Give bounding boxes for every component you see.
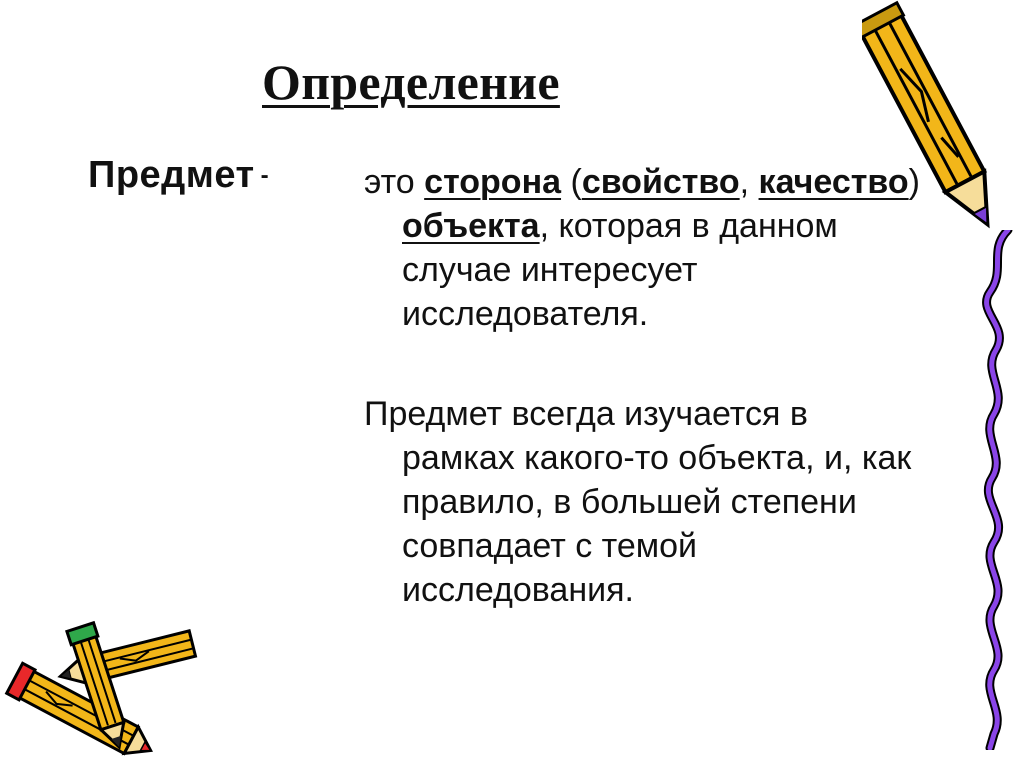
definition-part: , которая в данном случае интересует исследователя. (402, 207, 838, 333)
definition-part: ( (561, 163, 582, 201)
keyword-obekta: объекта (402, 207, 540, 245)
note-text: Предмет всегда изучается в рамках какого-то объекта, и, как правило, в большей степени совпадает с темой исследования. (364, 395, 912, 609)
definition-text (364, 160, 924, 336)
keyword-svoystvo: свойство (581, 163, 740, 201)
term-word: Предмет (88, 154, 255, 196)
spacer (364, 336, 924, 392)
keyword-kachestvo: качество (758, 163, 909, 201)
term-label (88, 152, 269, 199)
definition-part: это (364, 163, 425, 201)
slide-title: Определение (262, 54, 560, 110)
term-dash: - (260, 162, 270, 189)
pencil-icon (0, 618, 210, 763)
definition-part: , (739, 163, 759, 201)
definition-part: ) (908, 163, 920, 201)
squiggle-line (968, 230, 1024, 750)
definition-block (364, 160, 924, 612)
pencil-icon (862, 0, 1012, 245)
keyword-storona: сторона (424, 163, 562, 201)
